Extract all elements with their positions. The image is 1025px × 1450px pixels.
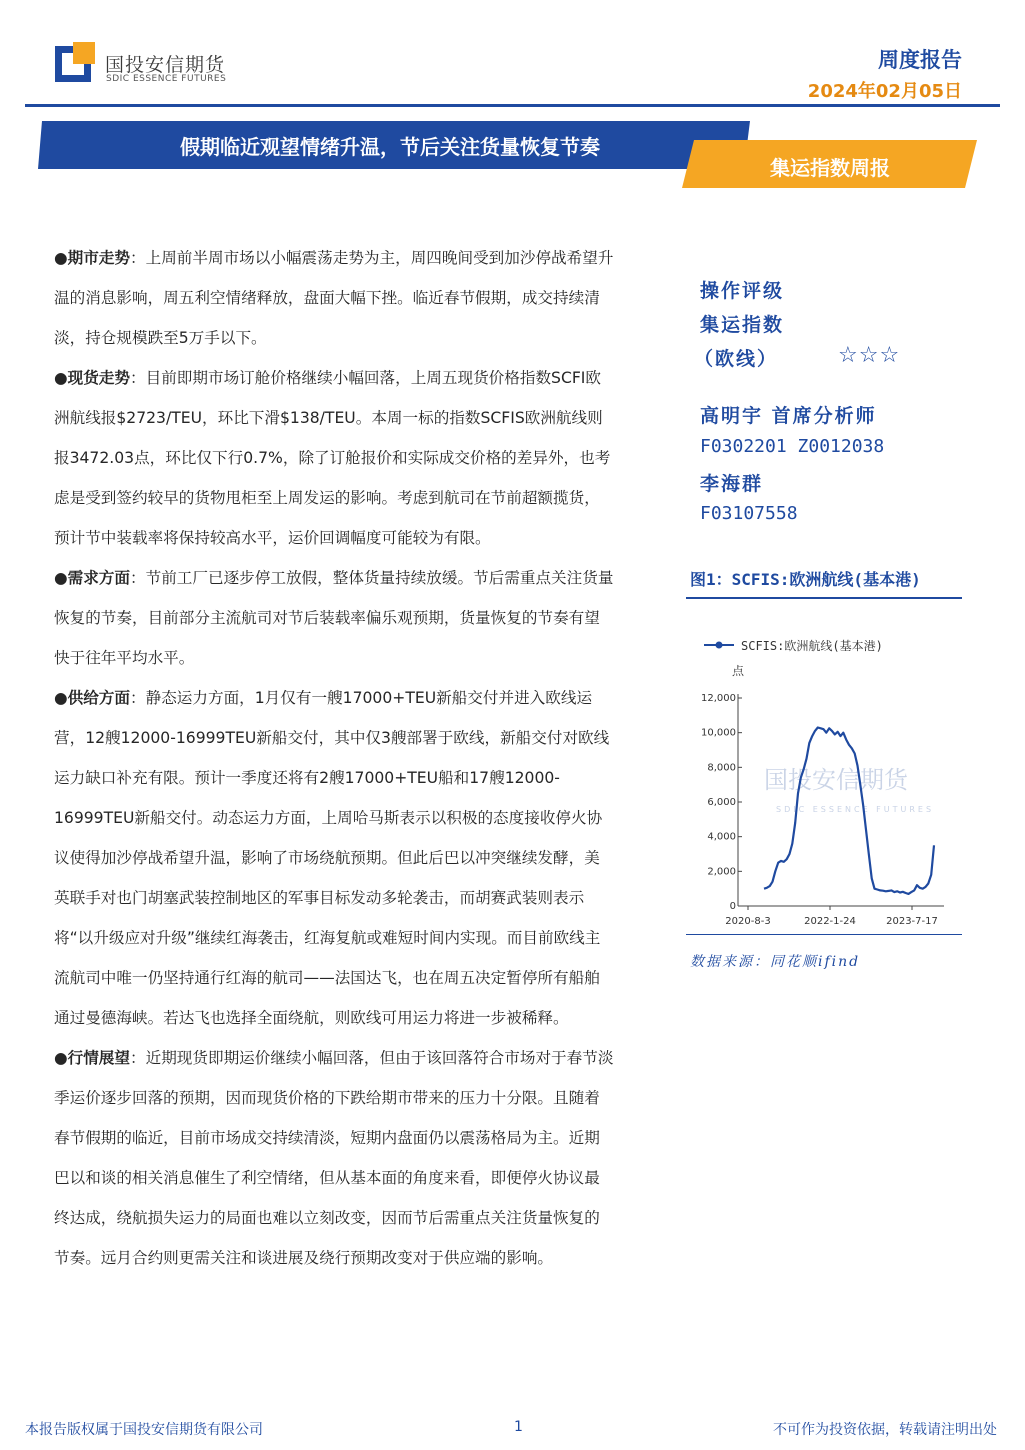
scfis-line-chart [686,620,962,932]
footer-disclaimer: 不可作为投资依据，转载请注明出处 [773,1422,997,1438]
rating-market: （欧线） [694,348,779,370]
footer-page-number: 1 [514,1419,523,1435]
paragraph-label: 需求方面 [67,569,130,587]
chart-watermark: 国投安信期货 [764,766,908,794]
rating-item: 集运指数 [700,314,785,336]
y-tick-label: 8,000 [707,762,736,774]
paragraph-label: 期市走势 [67,249,130,267]
figure-title: 图1：SCFIS:欧洲航线(基本港) [690,570,921,589]
report-date: 2024年02月05日 [807,81,962,102]
x-tick-label: 2022-1-24 [804,916,856,927]
figure-top-rule [686,597,962,599]
report-type: 周度报告 [878,48,962,72]
analyst-1-name: 高明宇 首席分析师 [700,405,877,427]
x-tick-label: 2020-8-3 [725,916,771,927]
figure-bottom-rule [686,934,962,935]
y-tick-label: 10,000 [701,727,736,739]
paragraph-supply: ●供给方面：静态运力方面，1月仅有一艘17000+TEU新船交付并进入欧线运营，12艘12000-16999TEU新船交付，其中仅3艘部署于欧线，新船交付对欧线运力缺口补充有限。预计一季度还将有2艘17000+TEU船和17艘12000-16999TEU新船交付。动态运力方面，上周哈马斯表示以积极的态度接收停火协议使得加沙停战希望升温，影响了市场绕航预期。但此后巴以冲突继续发酵，美英联手对也门胡塞武装控制地区的军事目标发动多轮袭击，而胡赛武装则表示将“以升级应对升级”继续红海袭击，红海复航或难短时间内实现。而目前欧线主流航司中唯一仍坚持通行红海的航司——法国达飞，也在周五决定暂停所有船舶通过曼德海峡。若达飞也选择全面绕航，则欧线可用运力将进一步被稀释。 [54,689,610,1027]
legend-unit: 点 [732,664,745,678]
paragraph-demand: ●需求方面：节前工厂已逐步停工放假，整体货量持续放缓。节后需重点关注货量恢复的节奏，目前部分主流航司对节后装载率偏乐观预期，货量恢复的节奏有望快于往年平均水平。 [54,569,614,667]
y-tick-label: 2,000 [707,866,736,878]
rating-stars-icon: ☆☆☆ [838,343,901,368]
paragraph-text: 节前工厂已逐步停工放假，整体货量持续放缓。节后需重点关注货量恢复的节奏，目前部分主流航司对节后装载率偏乐观预期，货量恢复的节奏有望快于往年平均水平。 [54,569,614,667]
legend-label: SCFIS:欧洲航线(基本港) [741,639,883,653]
y-tick-label: 6,000 [707,797,736,808]
company-logo-icon [55,42,95,82]
y-tick-label: 12,000 [701,693,736,704]
y-tick-label: 0 [729,901,736,912]
logo-chinese-text: 国投安信期货 [105,54,226,76]
paragraph-label: 供给方面 [67,689,130,707]
analyst-2-ids: F03107558 [700,503,798,524]
paragraph-text: 上周前半周市场以小幅震荡走势为主，周四晚间受到加沙停战希望升温的消息影响，周五利空情绪释放，盘面大幅下挫。临近春节假期，成交持续清淡，持仓规模跌至5万手以下。 [54,249,614,347]
header-divider [25,104,1000,107]
data-source: 数据来源：同花顺ifind [690,954,861,970]
analyst-2-name: 李海群 [700,473,764,495]
paragraph-outlook: ●行情展望：近期现货即期运价继续小幅回落，但由于该回落符合市场对于春节淡季运价逐步回落的预期，因而现货价格的下跌给期市带来的压力十分限。且随着春节假期的临近，目前市场成交持续清淡，短期内盘面仍以震荡格局为主。近期巴以和谈的相关消息催生了利空情绪，但从基本面的角度来看，即便停火协议最终达成，绕航损失运力的局面也难以立刻改变，因而节后需重点关注货量恢复的节奏。远月合约则更需关注和谈进展及绕行预期改变对于供应端的影响。 [54,1049,614,1267]
chart-watermark-en: SDIC ESSENCE FUTURES [776,805,935,814]
rating-title: 操作评级 [700,280,785,302]
logo-english-text: SDIC ESSENCE FUTURES [106,74,227,84]
paragraph-market-trend: ●期市走势：上周前半周市场以小幅震荡走势为主，周四晚间受到加沙停战希望升温的消息影响，周五利空情绪释放，盘面大幅下挫。临近春节假期，成交持续清淡，持仓规模跌至5万手以下。 [54,249,614,347]
analyst-1-ids: F0302201 Z0012038 [700,436,885,457]
report-title: 假期临近观望情绪升温，节后关注货量恢复节奏 [180,135,600,159]
paragraph-text: 近期现货即期运价继续小幅回落，但由于该回落符合市场对于春节淡季运价逐步回落的预期，因而现货价格的下跌给期市带来的压力十分限。且随着春节假期的临近，目前市场成交持续清淡，短期内盘面仍以震荡格局为主。近期巴以和谈的相关消息催生了利空情绪，但从基本面的角度来看，即便停火协议最终达成，绕航损失运力的局面也难以立刻改变，因而节后需重点关注货量恢复的节奏。远月合约则更需关注和谈进展及绕行预期改变对于供应端的影响。 [54,1049,614,1267]
paragraph-spot-trend: ●现货走势：目前即期市场订舱价格继续小幅回落，上周五现货价格指数SCFI欧洲航线报$2723/TEU，环比下滑$138/TEU。本周一标的指数SCFIS欧洲航线则报3472.03点，环比仅下行0.7%，除了订舱报价和实际成交价格的差异外，也考虑是受到签约较早的货物甩柜至上周发运的影响。考虑到航司在节前超额揽货，预计节中装载率将保持较高水平，运价回调幅度可能较为有限。 [54,369,611,547]
legend-marker-icon [716,642,723,649]
y-tick-label: 4,000 [707,831,736,843]
report-subtitle: 集运指数周报 [770,156,890,180]
paragraph-label: 行情展望 [67,1049,130,1067]
x-tick-label: 2023-7-17 [886,916,938,927]
paragraph-label: 现货走势 [67,369,130,387]
paragraph-text: 静态运力方面，1月仅有一艘17000+TEU新船交付并进入欧线运营，12艘12000-16999TEU新船交付，其中仅3艘部署于欧线，新船交付对欧线运力缺口补充有限。预计一季度还将有2艘17000+TEU船和17艘12000-16999TEU新船交付。动态运力方面，上周哈马斯表示以积极的态度接收停火协议使得加沙停战希望升温，影响了市场绕航预期。但此后巴以冲突继续发酵，美英联手对也门胡塞武装控制地区的军事目标发动多轮袭击，而胡赛武装则表示将“以升级应对升级”继续红海袭击，红海复航或难短时间内实现。而目前欧线主流航司中唯一仍坚持通行红海的航司——法国达飞，也在周五决定暂停所有船舶通过曼德海峡。若达飞也选择全面绕航，则欧线可用运力将进一步被稀释。 [54,689,610,1027]
report-body [54,238,614,1278]
paragraph-text: 目前即期市场订舱价格继续小幅回落，上周五现货价格指数SCFI欧洲航线报$2723/TEU，环比下滑$138/TEU。本周一标的指数SCFIS欧洲航线则报3472.03点，环比仅下行0.7%，除了订舱报价和实际成交价格的差异外，也考虑是受到签约较早的货物甩柜至上周发运的影响。考虑到航司在节前超额揽货，预计节中装载率将保持较高水平，运价回调幅度可能较为有限。 [54,369,611,547]
footer-copyright: 本报告版权属于国投安信期货有限公司 [25,1422,263,1438]
